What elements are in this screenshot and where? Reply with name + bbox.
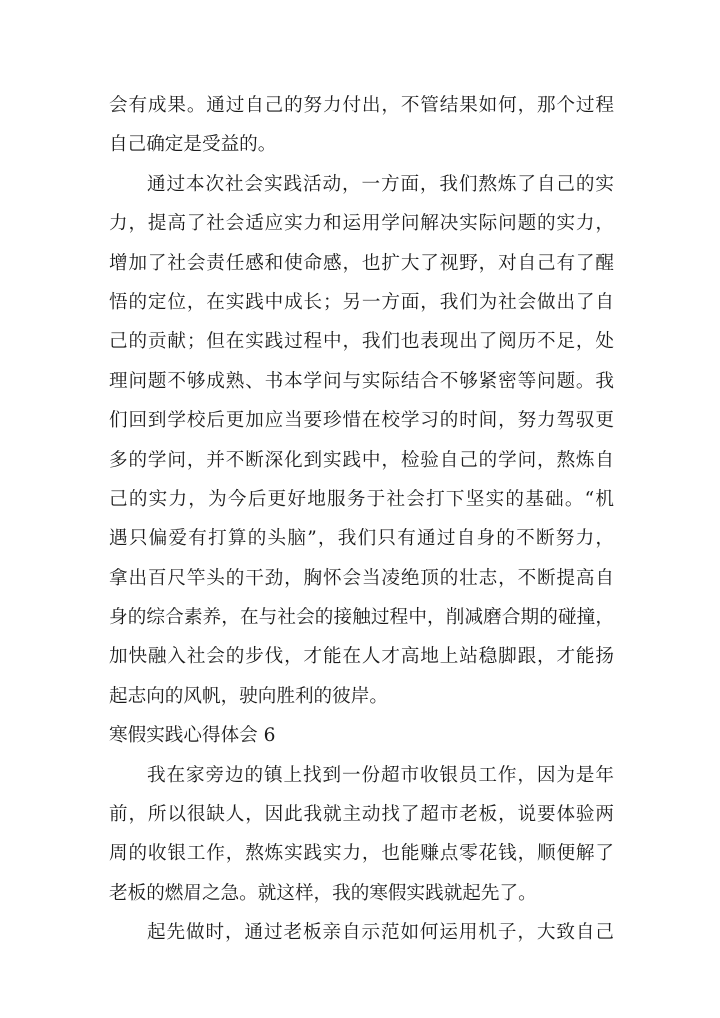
text-line: 自己确定是受益的。 xyxy=(109,134,277,156)
text-line: 己的贡献；但在实践过程中，我们也表现出了阅历不足，处 xyxy=(109,331,614,353)
text-line: 我在家旁边的镇上找到一份超市收银员工作，因为是年 xyxy=(147,764,614,786)
text-line: 通过本次社会实践活动，一方面，我们熬炼了自己的实 xyxy=(147,173,614,195)
text-line: 老板的燃眉之急。就这样，我的寒假实践就起先了。 xyxy=(109,882,537,904)
text-line: 力，提高了社会适应实力和运用学问解决实际问题的实力， xyxy=(109,213,614,235)
text-line: 拿出百尺竿头的干劲，胸怀会当凌绝顶的壮志，不断提高自 xyxy=(109,567,614,589)
paragraph-reflection xyxy=(109,165,614,716)
text-line: 悟的定位，在实践中成长；另一方面，我们为社会做出了自 xyxy=(109,291,614,313)
text-line: 周的收银工作，熬炼实践实力，也能赚点零花钱，顺便解了 xyxy=(109,843,614,865)
text-line: 身的综合素养，在与社会的接触过程中，削减磨合期的碰撞， xyxy=(109,607,614,629)
text-line: 己的实力，为今后更好地服务于社会打下坚实的基础。“机 xyxy=(109,488,614,510)
text-line: 起志向的风帆，驶向胜利的彼岸。 xyxy=(109,685,388,707)
document-body xyxy=(109,86,614,953)
text-line: 前，所以很缺人，因此我就主动找了超市老板，说要体验两 xyxy=(109,804,614,826)
paragraph-continuation xyxy=(109,86,614,165)
text-line: 加快融入社会的步伐，才能在人才高地上站稳脚跟，才能扬 xyxy=(109,646,614,668)
text-line: 理问题不够成熟、书本学问与实际结合不够紧密等问题。我 xyxy=(109,370,614,392)
section-heading: 寒假实践心得体会 6 xyxy=(109,725,276,747)
paragraph-cashier-job xyxy=(109,756,614,914)
text-line: 多的学问，并不断深化到实践中，检验自己的学问，熬炼自 xyxy=(109,449,614,471)
text-line: 们回到学校后更加应当要珍惜在校学习的时间，努力驾驭更 xyxy=(109,410,614,432)
text-line: 遇只偏爱有打算的头脑”，我们只有通过自身的不断努力， xyxy=(109,528,614,550)
text-line: 会有成果。通过自己的努力付出，不管结果如何，那个过程 xyxy=(109,95,614,116)
text-line: 起先做时，通过老板亲自示范如何运用机子，大致自己 xyxy=(147,922,614,944)
paragraph-first-day xyxy=(109,913,614,952)
text-line: 增加了社会责任感和使命感，也扩大了视野，对自己有了醒 xyxy=(109,252,614,274)
